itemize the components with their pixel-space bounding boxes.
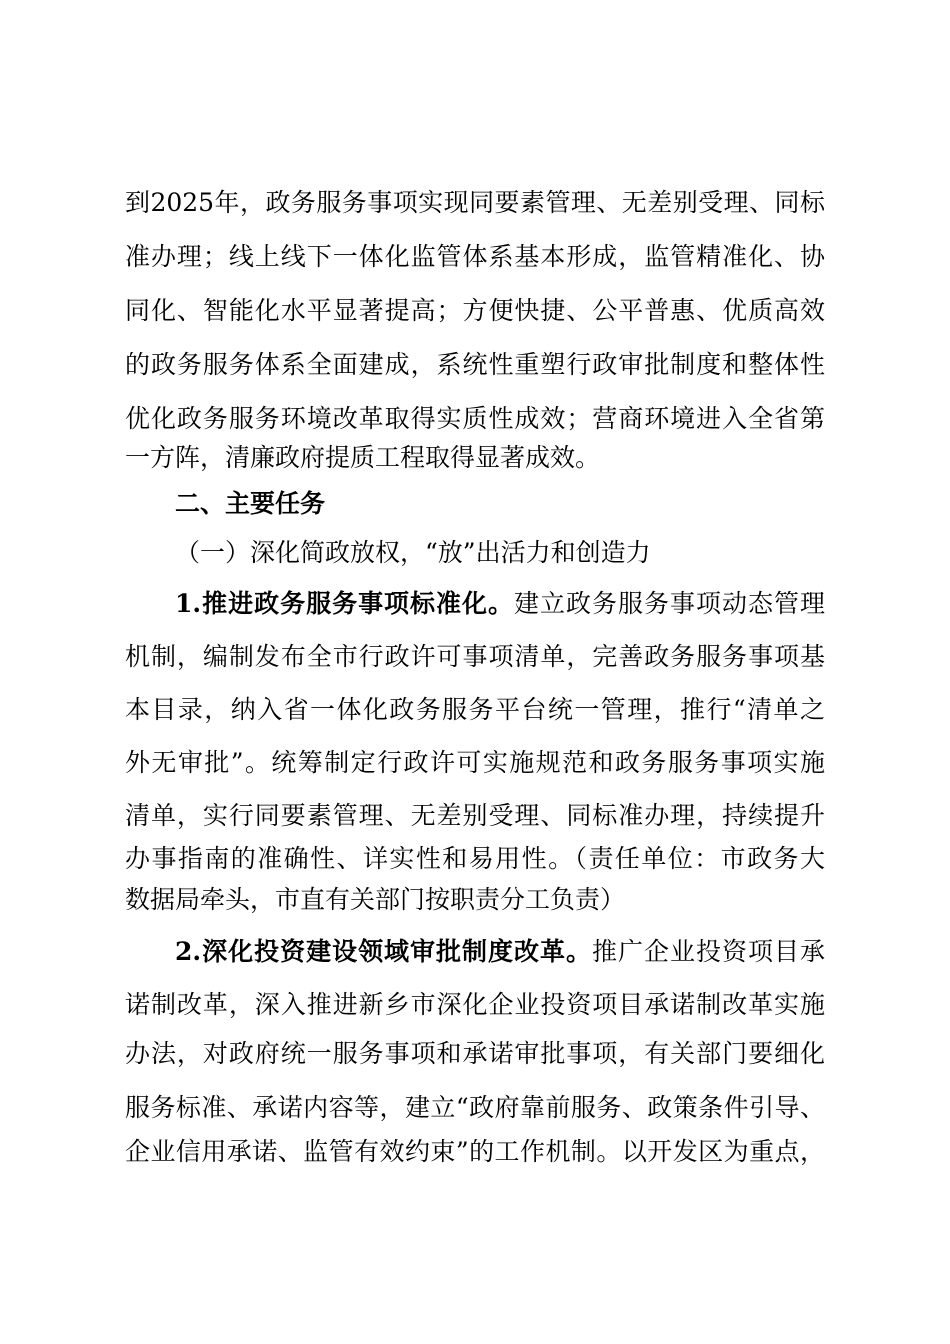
paragraph-line: 数据局牵头，市直有关部门按职责分工负责） (125, 885, 626, 914)
paragraph-line: 诺制改革，深入推进新乡市深化企业投资项目承诺制改革实施 (125, 990, 825, 1019)
item-text: 建立政务服务事项动态管理 (514, 589, 825, 618)
item-text: 推广企业投资项目承 (592, 937, 825, 966)
paragraph-line: 企业信用承诺、监管有效约束”的工作机制。以开发区为重点， (125, 1137, 825, 1166)
paragraph-line: 优化政务服务环境改革取得实质性成效；营商环境进入全省第 (125, 404, 825, 433)
item-title: 2.深化投资建设领域审批制度改革。 (175, 937, 593, 966)
subsection-heading: （一）深化简政放权，“放”出活力和创造力 (175, 538, 651, 567)
paragraph-line: 服务标准、承诺内容等，建立“政府靠前服务、政策条件引导、 (125, 1093, 825, 1122)
paragraph-line: 同化、智能化水平显著提高；方便快捷、公平普惠、优质高效 (125, 296, 825, 325)
paragraph-line: 办法，对政府统一服务事项和承诺审批事项，有关部门要细化 (125, 1039, 825, 1068)
paragraph-line: 本目录，纳入省一体化政务服务平台统一管理，推行“清单之 (125, 695, 825, 724)
paragraph-line: 办事指南的准确性、详实性和易用性。（责任单位：市政务大 (125, 844, 825, 873)
paragraph-line: 的政务服务体系全面建成，系统性重塑行政审批制度和整体性 (125, 350, 825, 379)
paragraph-line: 机制，编制发布全市行政许可事项清单，完善政务服务事项基 (125, 642, 825, 671)
paragraph-line: 清单，实行同要素管理、无差别受理、同标准办理，持续提升 (125, 801, 825, 830)
item-first-line (175, 932, 825, 972)
paragraph-line: 外无审批”。统筹制定行政许可实施规范和政务服务事项实施 (125, 748, 825, 777)
item-first-line (175, 584, 825, 624)
section-heading: 二、主要任务 (175, 489, 326, 518)
paragraph-line: 到2025年，政务服务事项实现同要素管理、无差别受理、同标 (125, 188, 825, 217)
paragraph-line: 一方阵，清廉政府提质工程取得显著成效。 (125, 443, 601, 472)
paragraph-line: 准办理；线上线下一体化监管体系基本形成，监管精准化、协 (125, 242, 825, 271)
item-title: 1.推进政务服务事项标准化。 (175, 589, 515, 618)
